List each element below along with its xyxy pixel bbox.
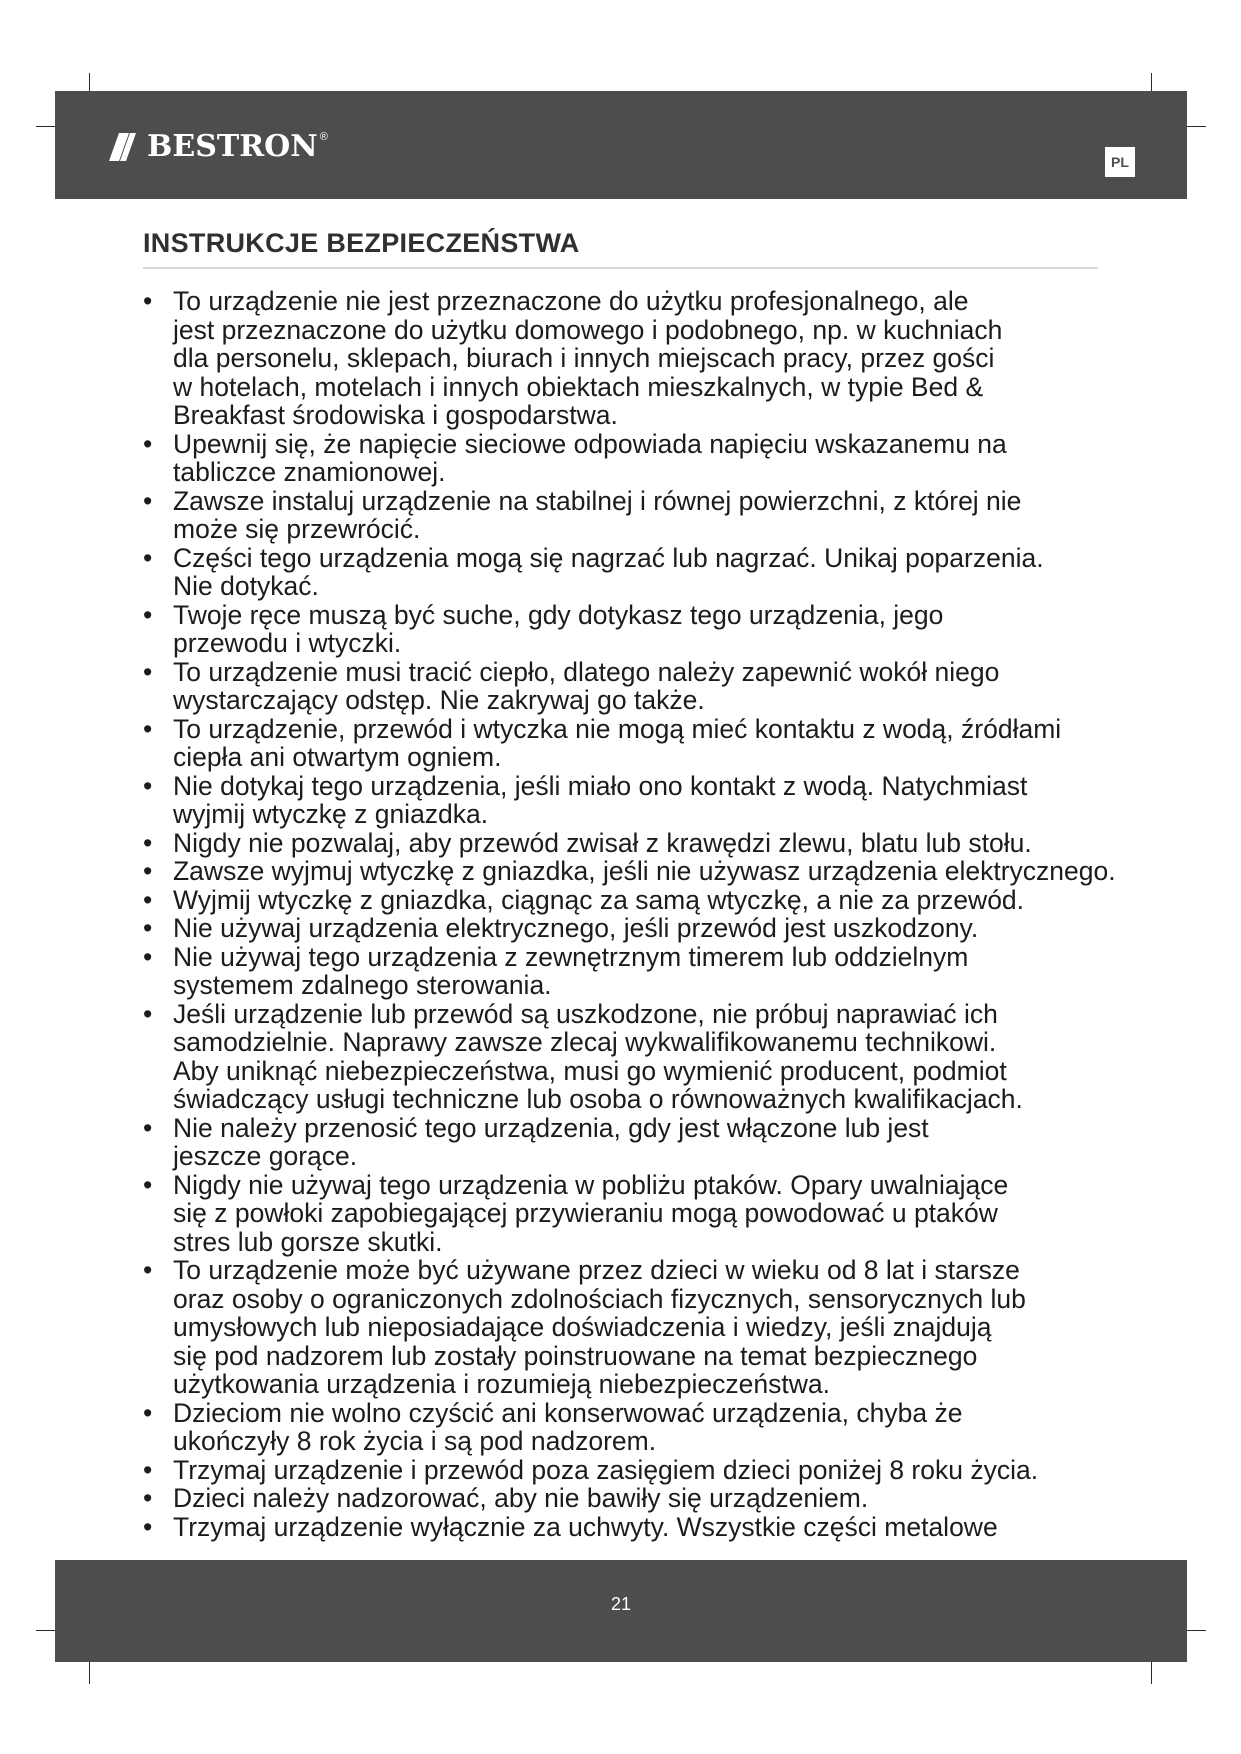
bullet-icon: •	[143, 656, 153, 687]
list-item	[143, 1114, 1128, 1171]
list-item	[143, 829, 1128, 858]
list-item-text: To urządzenie nie jest przeznaczone do użytku profesjonalnego, ale jest przeznaczone do użytku domowego i podobnego, np. w kuchniach dla personelu, sklepach, biurach i innych miejscach pracy, przez gości w hotelach, motelach i innych obiektach mieszkalnych, w typie Bed & Breakfast środowiska i gospodarstwa.	[173, 286, 1003, 430]
language-badge: PL	[1105, 147, 1135, 177]
list-item-text: To urządzenie, przewód i wtyczka nie mogą mieć kontaktu z wodą, źródłami ciepła ani otwartym ogniem.	[173, 713, 1062, 772]
page-title: INSTRUKCJE BEZPIECZEŃSTWA	[143, 228, 580, 258]
list-item	[143, 1513, 1128, 1542]
list-item-text: Nie dotykaj tego urządzenia, jeśli miało ono kontakt z wodą. Natychmiast wyjmij wtyczkę z gniazdka.	[173, 770, 1028, 829]
list-item	[143, 1256, 1128, 1399]
list-item-text: Nie należy przenosić tego urządzenia, gdy jest włączone lub jest jeszcze gorące.	[173, 1112, 929, 1171]
bullet-icon: •	[143, 1169, 153, 1200]
list-item-text: Trzymaj urządzenie wyłącznie za uchwyty. Wszystkie części metalowe	[173, 1511, 998, 1542]
brand-logo	[107, 131, 328, 163]
list-item-text: Zawsze instaluj urządzenie na stabilnej i równej powierzchni, z której nie może się przewrócić.	[173, 485, 1022, 544]
list-item	[143, 943, 1128, 1000]
bullet-icon: •	[143, 485, 153, 516]
list-item-text: To urządzenie może być używane przez dzieci w wieku od 8 lat i starsze oraz osoby o ograniczonych zdolnościach fizycznych, sensorycznych lub umysłowych lub nieposiadające doświadczenia i wiedzy, jeśli znajdują się pod nadzorem lub zostały poinstruowane na temat bezpiecznego użytkowania urządzenia i rozumieją niebezpieczeństwa.	[173, 1255, 1026, 1399]
list-item	[143, 1399, 1128, 1456]
list-item-text: Upewnij się, że napięcie sieciowe odpowiada napięciu wskazanemu na tabliczce znamionowej.	[173, 428, 1007, 487]
list-item	[143, 1000, 1128, 1114]
list-item	[143, 1456, 1128, 1485]
bullet-icon: •	[143, 713, 153, 744]
list-item	[143, 886, 1128, 915]
title-divider	[143, 267, 1098, 269]
list-item-text: Nie używaj urządzenia elektrycznego, jeśli przewód jest uszkodzony.	[173, 913, 979, 943]
bullet-icon: •	[143, 856, 153, 886]
bullet-icon: •	[143, 1511, 153, 1542]
list-item-text: Nie używaj tego urządzenia z zewnętrznym timerem lub oddzielnym systemem zdalnego sterowania.	[173, 941, 969, 1000]
list-item-text: Trzymaj urządzenie i przewód poza zasięgiem dzieci poniżej 8 roku życia.	[173, 1454, 1039, 1485]
list-item-text: Dzieci należy nadzorować, aby nie bawiły się urządzeniem.	[173, 1483, 869, 1513]
list-item-text: Twoje ręce muszą być suche, gdy dotykasz tego urządzenia, jego przewodu i wtyczki.	[173, 599, 944, 658]
list-item	[143, 430, 1128, 487]
bullet-icon: •	[143, 428, 153, 459]
bullet-icon: •	[143, 599, 153, 630]
list-item-text: Nigdy nie pozwalaj, aby przewód zwisał z krawędzi zlewu, blatu lub stołu.	[173, 827, 1032, 858]
list-item	[143, 658, 1128, 715]
bullet-icon: •	[143, 913, 153, 943]
header-band	[55, 91, 1187, 199]
list-item	[143, 715, 1128, 772]
bullet-icon: •	[143, 1255, 153, 1285]
bullet-icon: •	[143, 1112, 153, 1143]
bullet-icon: •	[143, 1397, 153, 1428]
list-item	[143, 772, 1128, 829]
footer-band	[55, 1560, 1187, 1662]
list-item	[143, 1171, 1128, 1257]
list-item	[143, 544, 1128, 601]
bullet-icon: •	[143, 941, 153, 972]
brand-name: BESTRON	[147, 129, 318, 164]
bullet-icon: •	[143, 1454, 153, 1485]
registered-mark: ®	[319, 131, 328, 143]
safety-instructions-list	[143, 287, 1128, 1541]
bullet-icon: •	[143, 1483, 153, 1513]
list-item-text: Zawsze wyjmuj wtyczkę z gniazdka, jeśli nie używasz urządzenia elektrycznego.	[173, 856, 1116, 886]
list-item-text: Dzieciom nie wolno czyścić ani konserwować urządzenia, chyba że ukończyły 8 rok życia i są pod nadzorem.	[173, 1397, 963, 1456]
list-item-text: Nigdy nie używaj tego urządzenia w pobliżu ptaków. Opary uwalniające się z powłoki zapobiegającej przywieraniu mogą powodować u ptaków stres lub gorsze skutki.	[173, 1169, 1009, 1257]
bullet-icon: •	[143, 827, 153, 858]
list-item	[143, 601, 1128, 658]
list-item	[143, 287, 1128, 430]
list-item	[143, 487, 1128, 544]
list-item-text: Części tego urządzenia mogą się nagrzać lub nagrzać. Unikaj poparzenia. Nie dotykać.	[173, 542, 1044, 601]
list-item	[143, 1484, 1128, 1513]
bullet-icon: •	[143, 286, 153, 316]
list-item	[143, 857, 1128, 886]
bullet-icon: •	[143, 770, 153, 801]
list-item-text: Wyjmij wtyczkę z gniazdka, ciągnąc za samą wtyczkę, a nie za przewód.	[173, 884, 1025, 915]
list-item-text: To urządzenie musi tracić ciepło, dlatego należy zapewnić wokół niego wystarczający odstęp. Nie zakrywaj go także.	[173, 656, 1000, 715]
bullet-icon: •	[143, 998, 153, 1029]
bullet-icon: •	[143, 542, 153, 573]
list-item-text: Jeśli urządzenie lub przewód są uszkodzone, nie próbuj naprawiać ich samodzielnie. Naprawy zawsze zlecaj wykwalifikowanemu technikowi. Aby uniknąć niebezpieczeństwa, musi go wymienić producent, podmiot świadczący usługi techniczne lub osoba o równoważnych kwalifikacjach.	[173, 998, 1023, 1114]
list-item	[143, 914, 1128, 943]
brand-chevron-icon	[107, 131, 139, 163]
page-number: 21	[610, 1594, 632, 1614]
bullet-icon: •	[143, 884, 153, 915]
